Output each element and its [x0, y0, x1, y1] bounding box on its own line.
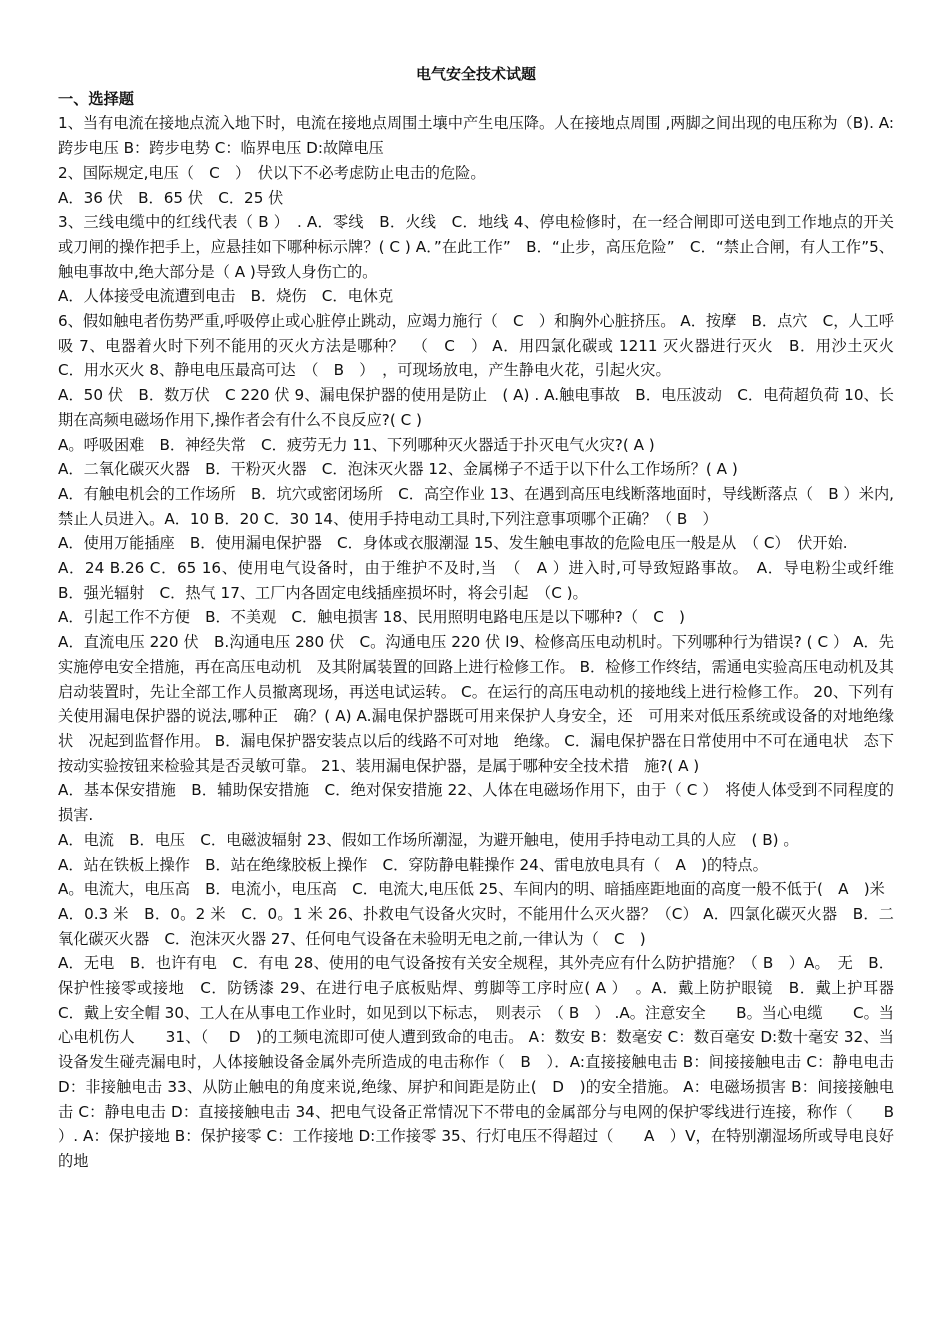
- document-title: 电气安全技术试题: [415, 65, 536, 83]
- question-list: [58, 111, 910, 1173]
- question-paragraph: A．人体接受电流遭到电击 B．烧伤 C．电休克: [58, 287, 394, 306]
- question-paragraph: A．二氧化碳灭火器 B．干粉灭火器 C．泡沫灭火器 12、金属梯子不适于以下什么工作场所？( A ): [58, 460, 738, 479]
- question-paragraph: A．直流电压 220 伏 B.沟通电压 280 伏 C。沟通电压 220 伏 l9、检修高压电动机时。下列哪种行为错误? ( C ） A．先实施停电安全措施，再在高压电动机 及其附属装置的回路上进行检修工作。 B．检修工作终结，需通电实验高压电动机及其启动装置时，先让全部工作人员撤离现场，再送电试运转。 C。在运行的高压电动机的接地线上进行检修工作。 20、下列有关使用漏电保护器的说法,哪种正 确？( A) A.漏电保护器既可用来保护人身安全，还 可用来对低压系统或设备的对地绝缘状 况起到监督作用。 B．漏电保护器安装点以后的线路不可对地 绝缘。 C．漏电保护器在日常使用中不可在通电状 态下按动实验按钮来检验其是否灵敏可靠。 21、装用漏电保护器，是属于哪种安全技术措 施?( A ): [58, 633, 894, 775]
- question-paragraph: A。呼吸困难 B．神经失常 C．疲劳无力 11、下列哪种灭火器适于扑灭电气火灾?( A ): [58, 435, 655, 454]
- question-paragraph: A．引起工作不方便 B．不美观 C．触电损害 18、民用照明电路电压是以下哪种?（ C ): [58, 608, 685, 627]
- document-page: [58, 62, 910, 1174]
- question-paragraph: A．电流 B．电压 C．电磁波辐射 23、假如工作场所潮湿，为避开触电，使用手持电动工具的人应 ( B) 。: [58, 830, 799, 849]
- question-paragraph: A．无电 B．也许有电 C．有电 28、使用的电气设备按有关安全规程，其外壳应有什么防护措施？（ B ）A。 无 B．保护性接零或接地 C．防锈漆 29、在进行电子底板贴焊、剪脚等工序时应( A ） 。A．戴上防护眼镜 B．戴上护耳器 C．戴上安全帽 30、工人在从事电工作业时，如见到以下标志， 则表示 （ B ） .A。注意安全 B。当心电缆 C。当心电机伤人 31、（ D )的工频电流即可使人遭到致命的电击。 A：数安 B：数毫安 C：数百毫安 D:数十毫安 32、当设备发生碰壳漏电时，人体接触设备金属外壳所造成的电击称作（ B ）．A:直接接触电击 B：间接接触电击 C：静电电击 D：非接触电击 33、从防止触电的角度来说,绝缘、屏护和间距是防止( D )的安全措施。 A：电磁场损害 B：间接接触电击 C：静电电击 D：直接接触电击 34、把电气设备正常情况下不带电的金属部分与电网的保护零线进行连接，称作（ B ）. A：保护接地 B：保护接零 C：工作接地 D:工作接零 35、行灯电压不得超过（ A ）V，在特别潮湿场所或导电良好的地: [58, 954, 910, 1170]
- question-paragraph: 6、假如触电者伤势严重,呼吸停止或心脏停止跳动，应竭力施行（ C ）和胸外心脏挤压。 A．按摩 B．点穴 C，人工呼吸 7、电器着火时下列不能用的灭火方法是哪种？ （ C ） A．用四氯化碳或 1211 灭火器进行灭火 B．用沙土灭火 C．用水灭火 8、静电电压最高可达 （ B ） ，可现场放电，产生静电火花，引起火灾。: [58, 312, 910, 380]
- question-paragraph: A．站在铁板上操作 B．站在绝缘胶板上操作 C．穿防静电鞋操作 24、雷电放电具有（ A )的特点。: [58, 855, 768, 874]
- question-paragraph: A．24 B.26 C．65 16、使用电气设备时，由于维护不及时,当 （ A ）进入时,可导致短路事故。 A．导电粉尘或纤维 B．强光辐射 C．热气 17、工厂内各固定电线插座损坏时，将会引起 （C )。: [58, 559, 910, 602]
- question-paragraph: A．36 伏 B．65 伏 C．25 伏: [58, 188, 284, 207]
- question-paragraph: 1、当有电流在接地点流入地下时，电流在接地点周围土壤中产生电压降。人在接地点周围 ,两脚之间出现的电压称为（B). A:跨步电压 B：跨步电势 C：临界电压 D:故障电压: [58, 114, 894, 158]
- question-paragraph: A。电流大，电压高 B．电流小，电压高 C．电流大,电压低 25、车间内的明、暗插座距地面的高度一般不低于( A )米: [58, 880, 885, 899]
- question-paragraph: 3、三线电缆中的红线代表（ B ） . A．零线 B．火线 C．地线 4、停电检修时，在一经合闸即可送电到工作地点的开关或刀闸的操作把手上，应悬挂如下哪种标示牌？( C ) A．”在此工作” B．“止步，高压危险” C．“禁止合闸，有人工作”5、触电事故中,绝大部分是（ A )导致人身伤亡的。: [58, 213, 894, 281]
- section-heading: 一、选择题: [58, 89, 134, 108]
- question-paragraph: A．有触电机会的工作场所 B．坑穴或密闭场所 C．高空作业 13、在遇到高压电线断落地面时，导线断落点（ B ）米内,禁止人员进入。A．10 B．20 C．30 14、使用手持电动工具时,下列注意事项哪个正确？（ B ）: [58, 484, 894, 528]
- question-paragraph: A．50 伏 B．数万伏 C 220 伏 9、漏电保护器的使用是防止 ( A) . A.触电事故 B．电压波动 C．电荷超负荷 10、长期在高频电磁场作用下,操作者会有什么不良反应?( C ): [58, 386, 894, 429]
- question-paragraph: A．使用万能插座 B．使用漏电保护器 C．身体或衣服潮湿 15、发生触电事故的危险电压一般是从 （ C） 伏开始.: [58, 534, 848, 553]
- question-paragraph: A．基本保安措施 B．辅助保安措施 C．绝对保安措施 22、人体在电磁场作用下，由于（ C ） 将使人体受到不同程度的损害.: [58, 781, 894, 825]
- question-paragraph: 2、国际规定,电压（ C ） 伏以下不必考虑防止电击的危险。: [58, 163, 486, 182]
- question-paragraph: A．0.3 米 B．0。2 米 C．0。1 米 26、扑救电气设备火灾时，不能用什么灭火器？（C） A．四氯化碳灭火器 B．二氧化碳灭火器 C．泡沫灭火器 27、任何电气设备在未验明无电之前,一律认为（ C ): [58, 904, 894, 948]
